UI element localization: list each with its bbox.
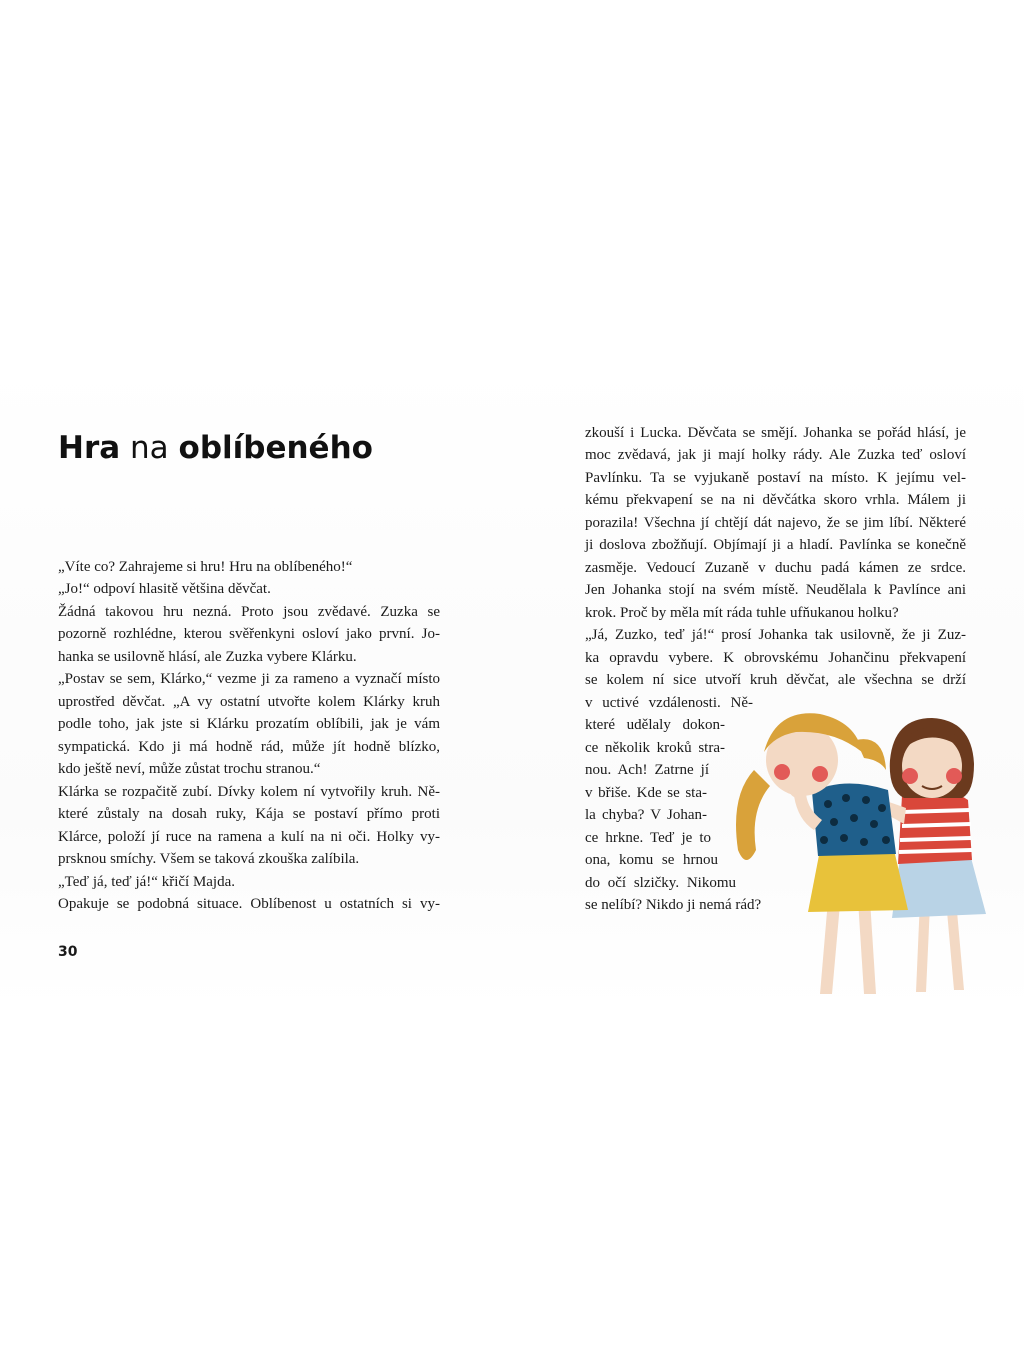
paragraph-line: se kolem ní sice utvoří kruh děvčat, ale všechna se drží xyxy=(585,672,966,688)
title-word-hra: Hra xyxy=(58,430,121,466)
paragraph-line: „Já, Zuzko, teď já!“ prosí Johanka tak usilovně, že ji Zuz- xyxy=(585,627,966,643)
paragraph-line: „Víte co? Zahrajeme si hru! Hru na oblíbeného!“ xyxy=(58,559,353,575)
paragraph-line: ji doslova zbožňují. Objímají ji a hladí. Pavlínka se konečně xyxy=(585,537,966,553)
left-girl-cheek xyxy=(774,764,790,780)
paragraph-line: kému překvapení se na ni děvčátka skoro vrhla. Málem ji xyxy=(585,492,966,508)
paragraph-line: zkouší i Lucka. Děvčata se smějí. Johanka se pořád hlásí, je xyxy=(585,425,966,441)
paragraph-line: kdo ještě neví, může zůstat trochu stranou.“ xyxy=(58,761,321,777)
paragraph-line: sympatická. Kdo ji má hodně rád, může jít hodně blízko, xyxy=(58,739,440,755)
paragraph-line: v uctivé vzdálenosti. Ně- xyxy=(585,695,753,711)
paragraph-line: hanka se usilovně hlásí, ale Zuzka vybere Klárku. xyxy=(58,649,357,665)
right-girl-cheek xyxy=(902,768,918,784)
paragraph-line: „Postav se sem, Klárko,“ vezme ji za rameno a vyznačí místo xyxy=(58,671,440,687)
title-word-oblibeneho: oblíbeného xyxy=(178,430,373,466)
paragraph-line: Jen Johanka stojí na svém místě. Neudělala k Pavlínce ani xyxy=(585,582,966,598)
paragraph-line: které udělaly dokon- xyxy=(585,717,725,733)
paragraph-line: „Teď já, teď já!“ křičí Majda. xyxy=(58,874,236,890)
paragraph-line: Žádná takovou hru nezná. Proto jsou zvědavé. Zuzka se xyxy=(58,604,440,620)
chapter-title xyxy=(58,428,373,468)
two-girls-illustration-icon xyxy=(724,700,994,1000)
right-girl-cheek xyxy=(946,768,962,784)
paragraph-line: ona, komu se hrnou xyxy=(585,852,718,868)
paragraph-line: do očí slzičky. Nikomu xyxy=(585,875,736,891)
paragraph-line: uprostřed děvčat. „A vy ostatní utvořte kolem Klárky kruh xyxy=(58,694,440,710)
left-girl-skirt xyxy=(808,850,908,912)
paragraph-line: se nelíbí? Nikdo ji nemá rád? xyxy=(585,897,762,913)
paragraph-line: Klárce, položí jí ruce na ramena a kulí na ni oči. Holky vy- xyxy=(58,829,440,845)
paragraph-line: moc zvědavá, jak ji mají holky rády. Ale Zuzka teď osloví xyxy=(585,447,966,463)
paragraph-line: podle toho, jak jste si Klárku prozatím oblíbili, jak je vám xyxy=(58,716,440,732)
paragraph-line: krok. Proč by měla mít ráda tuhle ufňukanou holku? xyxy=(585,605,899,621)
paragraph-line: Klárka se rozpačitě zubí. Dívky kolem ní vytvořily kruh. Ně- xyxy=(58,784,440,800)
paragraph-line: Pavlínku. Ta se vyjukaně postaví na místo. K jejímu vel- xyxy=(585,470,966,486)
paragraph-line: zasměje. Vedoucí Zuzaně v duchu padá kámen ze srdce. xyxy=(585,560,966,576)
left-girl-leg-2 xyxy=(858,900,876,994)
paragraph-line: ce hrkne. Teď je to xyxy=(585,830,711,846)
paragraph-line: ka opravdu vybere. K obrovskému Johančinu překvapení xyxy=(585,650,966,666)
paragraph-line: porazila! Všechna jí chtějí dát najevo, že se jim líbí. Některé xyxy=(585,515,966,531)
paragraph-line: ce několik kroků stra- xyxy=(585,740,725,756)
paragraph-line: které zůstaly na dosah ruky, Kája se postaví přímo proti xyxy=(58,806,440,822)
page-number: 30 xyxy=(58,944,78,960)
paragraph-line: pozorně rozhlédne, kterou svěřenkyni osloví jako první. Jo- xyxy=(58,626,440,642)
paragraph-line: Opakuje se podobná situace. Oblíbenost u ostatních si vy- xyxy=(58,896,440,912)
left-girl-legs xyxy=(820,900,840,994)
paragraph-line: prsknou smíchy. Všem se taková zkouška zalíbila. xyxy=(58,851,360,867)
paragraph-line: la chyba? V Johan- xyxy=(585,807,707,823)
title-word-na: na xyxy=(120,430,179,466)
paragraph-line: v břiše. Kde se sta- xyxy=(585,785,707,801)
left-girl-pigtail-left xyxy=(736,770,770,860)
left-girl-pigtail-right xyxy=(856,739,886,770)
left-girl-cheek xyxy=(812,766,828,782)
paragraph-line: nou. Ach! Zatrne jí xyxy=(585,762,709,778)
paragraph-line: „Jo!“ odpoví hlasitě většina děvčat. xyxy=(58,581,271,597)
